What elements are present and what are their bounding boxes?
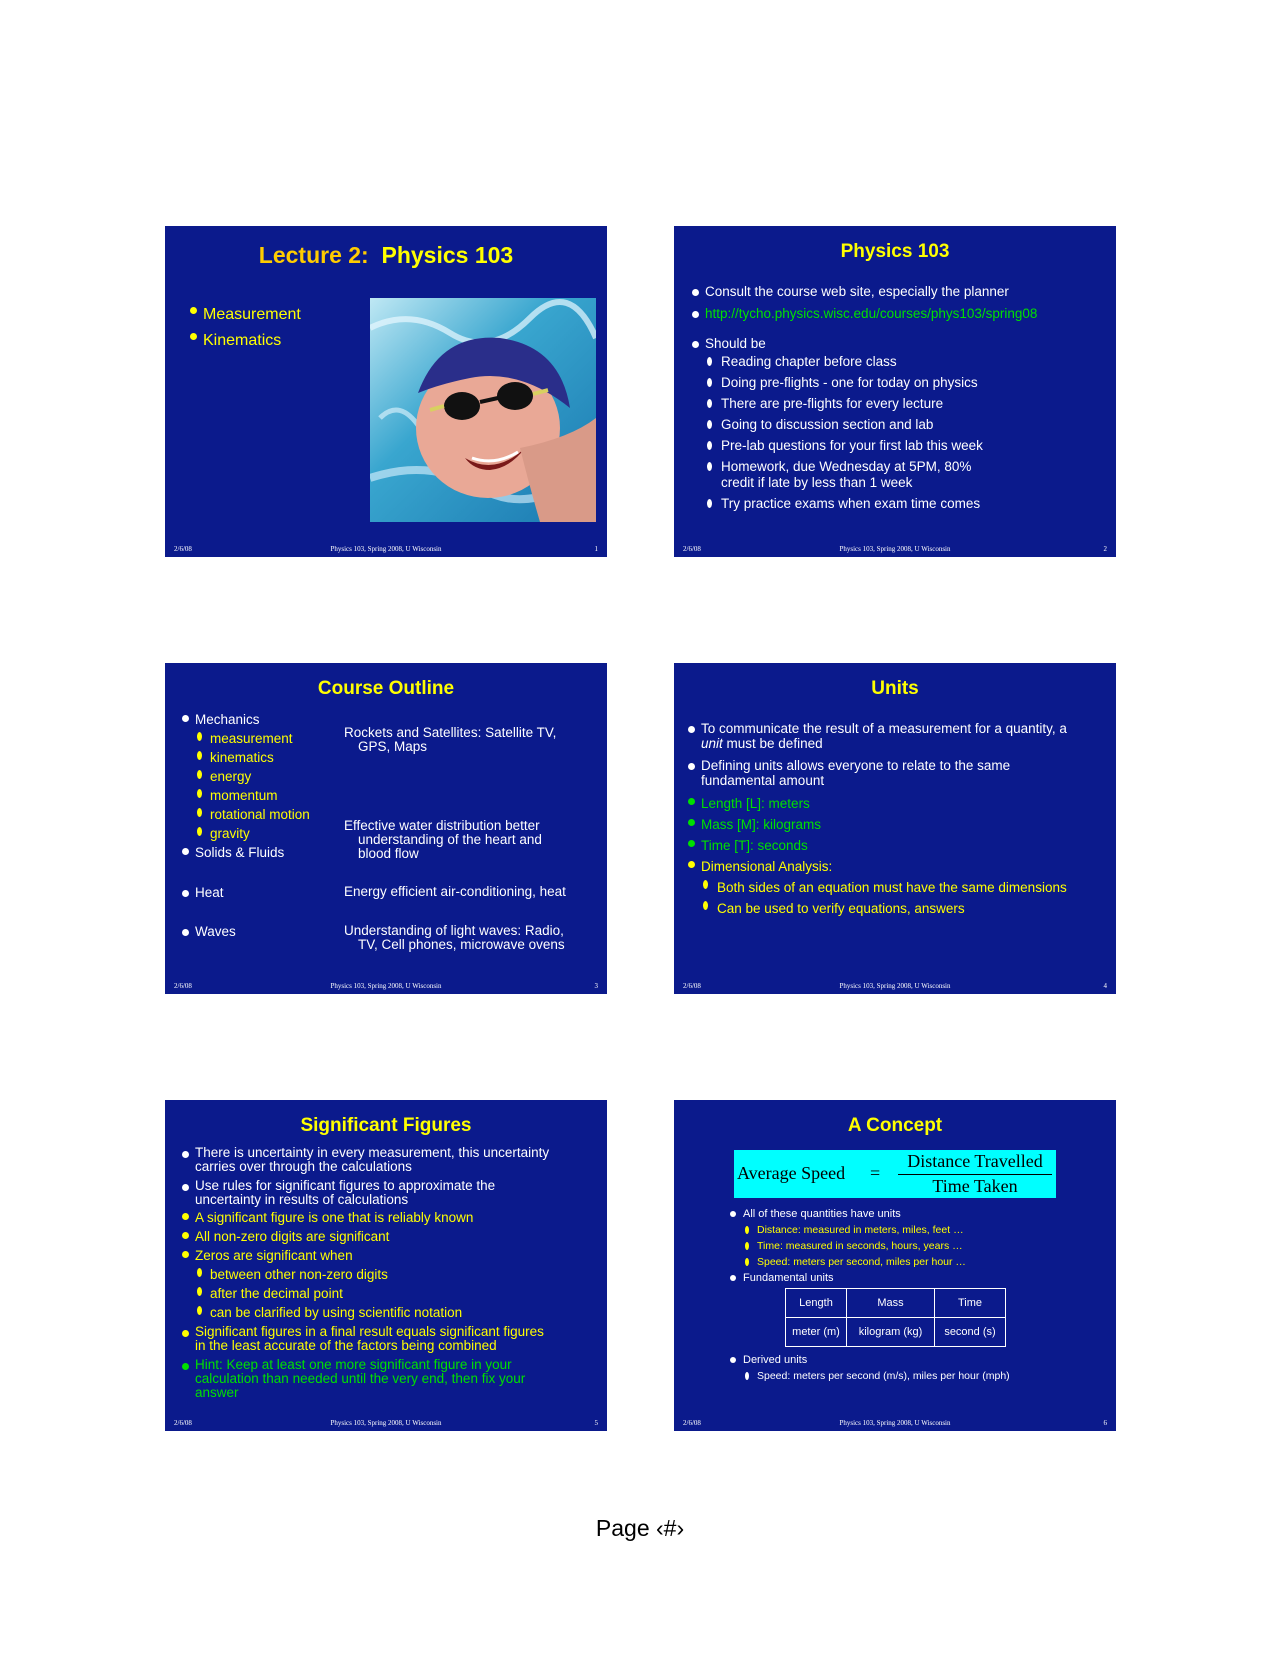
sub-prelab: Pre-lab questions for your first lab this week bbox=[691, 438, 1110, 454]
slide-6 bbox=[674, 1100, 1116, 1431]
sub-preflights-today: Doing pre-flights - one for today on physics bbox=[691, 375, 1110, 391]
topic-heat-list bbox=[181, 885, 224, 901]
sub-list bbox=[691, 354, 1110, 512]
header-mass: Mass bbox=[847, 1289, 935, 1318]
title-lecture: Lecture 2: bbox=[258, 242, 369, 268]
table-row bbox=[786, 1318, 1006, 1347]
footer-date: 2/6/08 bbox=[683, 982, 701, 990]
fundamental-units-table bbox=[785, 1288, 1006, 1347]
sub-reading: Reading chapter before class bbox=[691, 354, 1110, 370]
bullet-final-result: Significant figures in a final result equals significant figures in the least accurate of the factors being combined bbox=[181, 1325, 601, 1353]
bullet-dimensional-analysis: Dimensional Analysis: bbox=[687, 856, 1110, 877]
bullet-list bbox=[189, 302, 301, 354]
bullet-hint: Hint: Keep at least one more significant figure in your calculation than needed until the very end, then fix your answer bbox=[181, 1358, 601, 1400]
sub-momentum: momentum bbox=[181, 786, 351, 805]
course-url[interactable]: http://tycho.physics.wisc.edu/courses/phys103/spring08 bbox=[691, 306, 1110, 322]
topic-list bbox=[181, 710, 351, 862]
bullet-consult: Consult the course web site, especially the planner bbox=[691, 284, 1110, 300]
slide-title: Physics 103 bbox=[840, 241, 950, 262]
topic-waves-list bbox=[181, 924, 236, 940]
header-length: Length bbox=[786, 1289, 847, 1318]
bullet-reliably-known: A significant figure is one that is reliably known bbox=[181, 1208, 601, 1227]
slide-number: 4 bbox=[1103, 982, 1107, 990]
bullet-rules: Use rules for significant figures to approximate the uncertainty in results of calculations bbox=[181, 1179, 601, 1207]
topic-heat: Heat bbox=[181, 885, 224, 901]
bullet-mass: Mass [M]: kilograms bbox=[687, 814, 1110, 835]
table-header-row bbox=[786, 1289, 1006, 1318]
average-speed-formula bbox=[734, 1150, 1056, 1198]
footer-course: Physics 103, Spring 2008, U Wisconsin bbox=[839, 1419, 951, 1427]
sub-after-decimal: after the decimal point bbox=[181, 1284, 601, 1303]
formula-denominator: Time Taken bbox=[932, 1176, 1018, 1196]
sub-energy: energy bbox=[181, 767, 351, 786]
app-solids: Effective water distribution better understanding of the heart and blood flow bbox=[344, 818, 542, 861]
bullet-measurement: Measurement bbox=[189, 302, 301, 328]
topic-solids-fluids: Solids & Fluids bbox=[181, 843, 351, 862]
footer-date: 2/6/08 bbox=[174, 545, 192, 553]
slide-number: 6 bbox=[1103, 1419, 1107, 1427]
sub-kinematics: kinematics bbox=[181, 748, 351, 767]
footer-course: Physics 103, Spring 2008, U Wisconsin bbox=[330, 545, 442, 553]
sub-gravity: gravity bbox=[181, 824, 351, 843]
bullet-uncertainty: There is uncertainty in every measurement, this uncertainty carries over through the calculations bbox=[181, 1146, 601, 1174]
bullet-defining-units: Defining units allows everyone to relate to the same fundamental amount bbox=[687, 758, 1110, 788]
bullet-kinematics: Kinematics bbox=[189, 328, 301, 354]
footer-course: Physics 103, Spring 2008, U Wisconsin bbox=[839, 545, 951, 553]
slide-title: Units bbox=[871, 678, 919, 699]
slide-title: Course Outline bbox=[317, 678, 455, 699]
bullet-should-be: Should be bbox=[691, 336, 1110, 352]
sub-derived-speed: Speed: meters per second (m/s), miles per hour (mph) bbox=[729, 1368, 1110, 1384]
slide-number: 1 bbox=[594, 545, 598, 553]
footer-course: Physics 103, Spring 2008, U Wisconsin bbox=[839, 982, 951, 990]
bullet-derived-units: Derived units bbox=[729, 1352, 1110, 1368]
sub-homework: Homework, due Wednesday at 5PM, 80% credit if late by less than 1 week bbox=[691, 459, 1110, 491]
slide-3 bbox=[165, 663, 607, 994]
bullet-list bbox=[181, 1146, 601, 1400]
footer-date: 2/6/08 bbox=[683, 1419, 701, 1427]
bullet-time: Time [T]: seconds bbox=[687, 835, 1110, 856]
bullet-list bbox=[691, 284, 1110, 352]
fraction-bar bbox=[898, 1174, 1052, 1175]
slide-5 bbox=[165, 1100, 607, 1431]
slide-2 bbox=[674, 226, 1116, 557]
sub-verify: Can be used to verify equations, answers bbox=[687, 898, 1110, 919]
bullet-zeros: Zeros are significant when bbox=[181, 1246, 601, 1265]
sub-scientific: can be clarified by using scientific notation bbox=[181, 1303, 601, 1322]
sub-measurement: measurement bbox=[181, 729, 351, 748]
bullet-list bbox=[729, 1206, 1110, 1286]
cell-meter: meter (m) bbox=[786, 1318, 847, 1347]
bullet-quantities-units: All of these quantities have units bbox=[729, 1206, 1110, 1222]
slide-1 bbox=[165, 226, 607, 557]
cell-second: second (s) bbox=[935, 1318, 1006, 1347]
title-course: Physics 103 bbox=[381, 242, 514, 268]
sub-both-sides: Both sides of an equation must have the same dimensions bbox=[687, 877, 1110, 898]
slide-title: A Concept bbox=[847, 1115, 943, 1136]
cell-kilogram: kilogram (kg) bbox=[847, 1318, 935, 1347]
footer-course: Physics 103, Spring 2008, U Wisconsin bbox=[330, 1419, 442, 1427]
slide-title: Significant Figures bbox=[300, 1115, 472, 1136]
footer-course: Physics 103, Spring 2008, U Wisconsin bbox=[330, 982, 442, 990]
bullet-list bbox=[687, 721, 1110, 919]
app-heat: Energy efficient air-conditioning, heat bbox=[344, 884, 566, 899]
slide-title bbox=[165, 242, 607, 269]
sub-speed: Speed: meters per second, miles per hour … bbox=[729, 1254, 1110, 1270]
bullet-length: Length [L]: meters bbox=[687, 793, 1110, 814]
topic-waves: Waves bbox=[181, 924, 236, 940]
derived-list bbox=[729, 1352, 1110, 1384]
bullet-fundamental-units: Fundamental units bbox=[729, 1270, 1110, 1286]
bullet-non-zero: All non-zero digits are significant bbox=[181, 1227, 601, 1246]
topic-mechanics: Mechanics bbox=[181, 710, 351, 729]
footer-date: 2/6/08 bbox=[174, 982, 192, 990]
page-label: Page ‹#› bbox=[595, 1515, 685, 1541]
sub-practice-exams: Try practice exams when exam time comes bbox=[691, 496, 1110, 512]
sub-time: Time: measured in seconds, hours, years … bbox=[729, 1238, 1110, 1254]
app-waves: Understanding of light waves: Radio, TV, Cell phones, microwave ovens bbox=[344, 923, 565, 952]
slide-number: 2 bbox=[1103, 545, 1107, 553]
sub-between: between other non-zero digits bbox=[181, 1265, 601, 1284]
swimmer-photo bbox=[370, 298, 596, 522]
bullet-communicate: To communicate the result of a measurement for a quantity, a unit must be defined bbox=[687, 721, 1110, 751]
sub-discussion: Going to discussion section and lab bbox=[691, 417, 1110, 433]
app-mechanics: Rockets and Satellites: Satellite TV, GPS, Maps bbox=[344, 725, 557, 754]
formula-lhs: Average Speed bbox=[737, 1163, 846, 1183]
header-time: Time bbox=[935, 1289, 1006, 1318]
formula-numerator: Distance Travelled bbox=[907, 1151, 1043, 1171]
sub-rotational-motion: rotational motion bbox=[181, 805, 351, 824]
footer-date: 2/6/08 bbox=[683, 545, 701, 553]
sub-preflights-every: There are pre-flights for every lecture bbox=[691, 396, 1110, 412]
formula-equals: = bbox=[870, 1163, 881, 1183]
slide-number: 5 bbox=[594, 1419, 598, 1427]
slide-number: 3 bbox=[594, 982, 598, 990]
sub-distance: Distance: measured in meters, miles, feet … bbox=[729, 1222, 1110, 1238]
footer-date: 2/6/08 bbox=[174, 1419, 192, 1427]
slide-4 bbox=[674, 663, 1116, 994]
